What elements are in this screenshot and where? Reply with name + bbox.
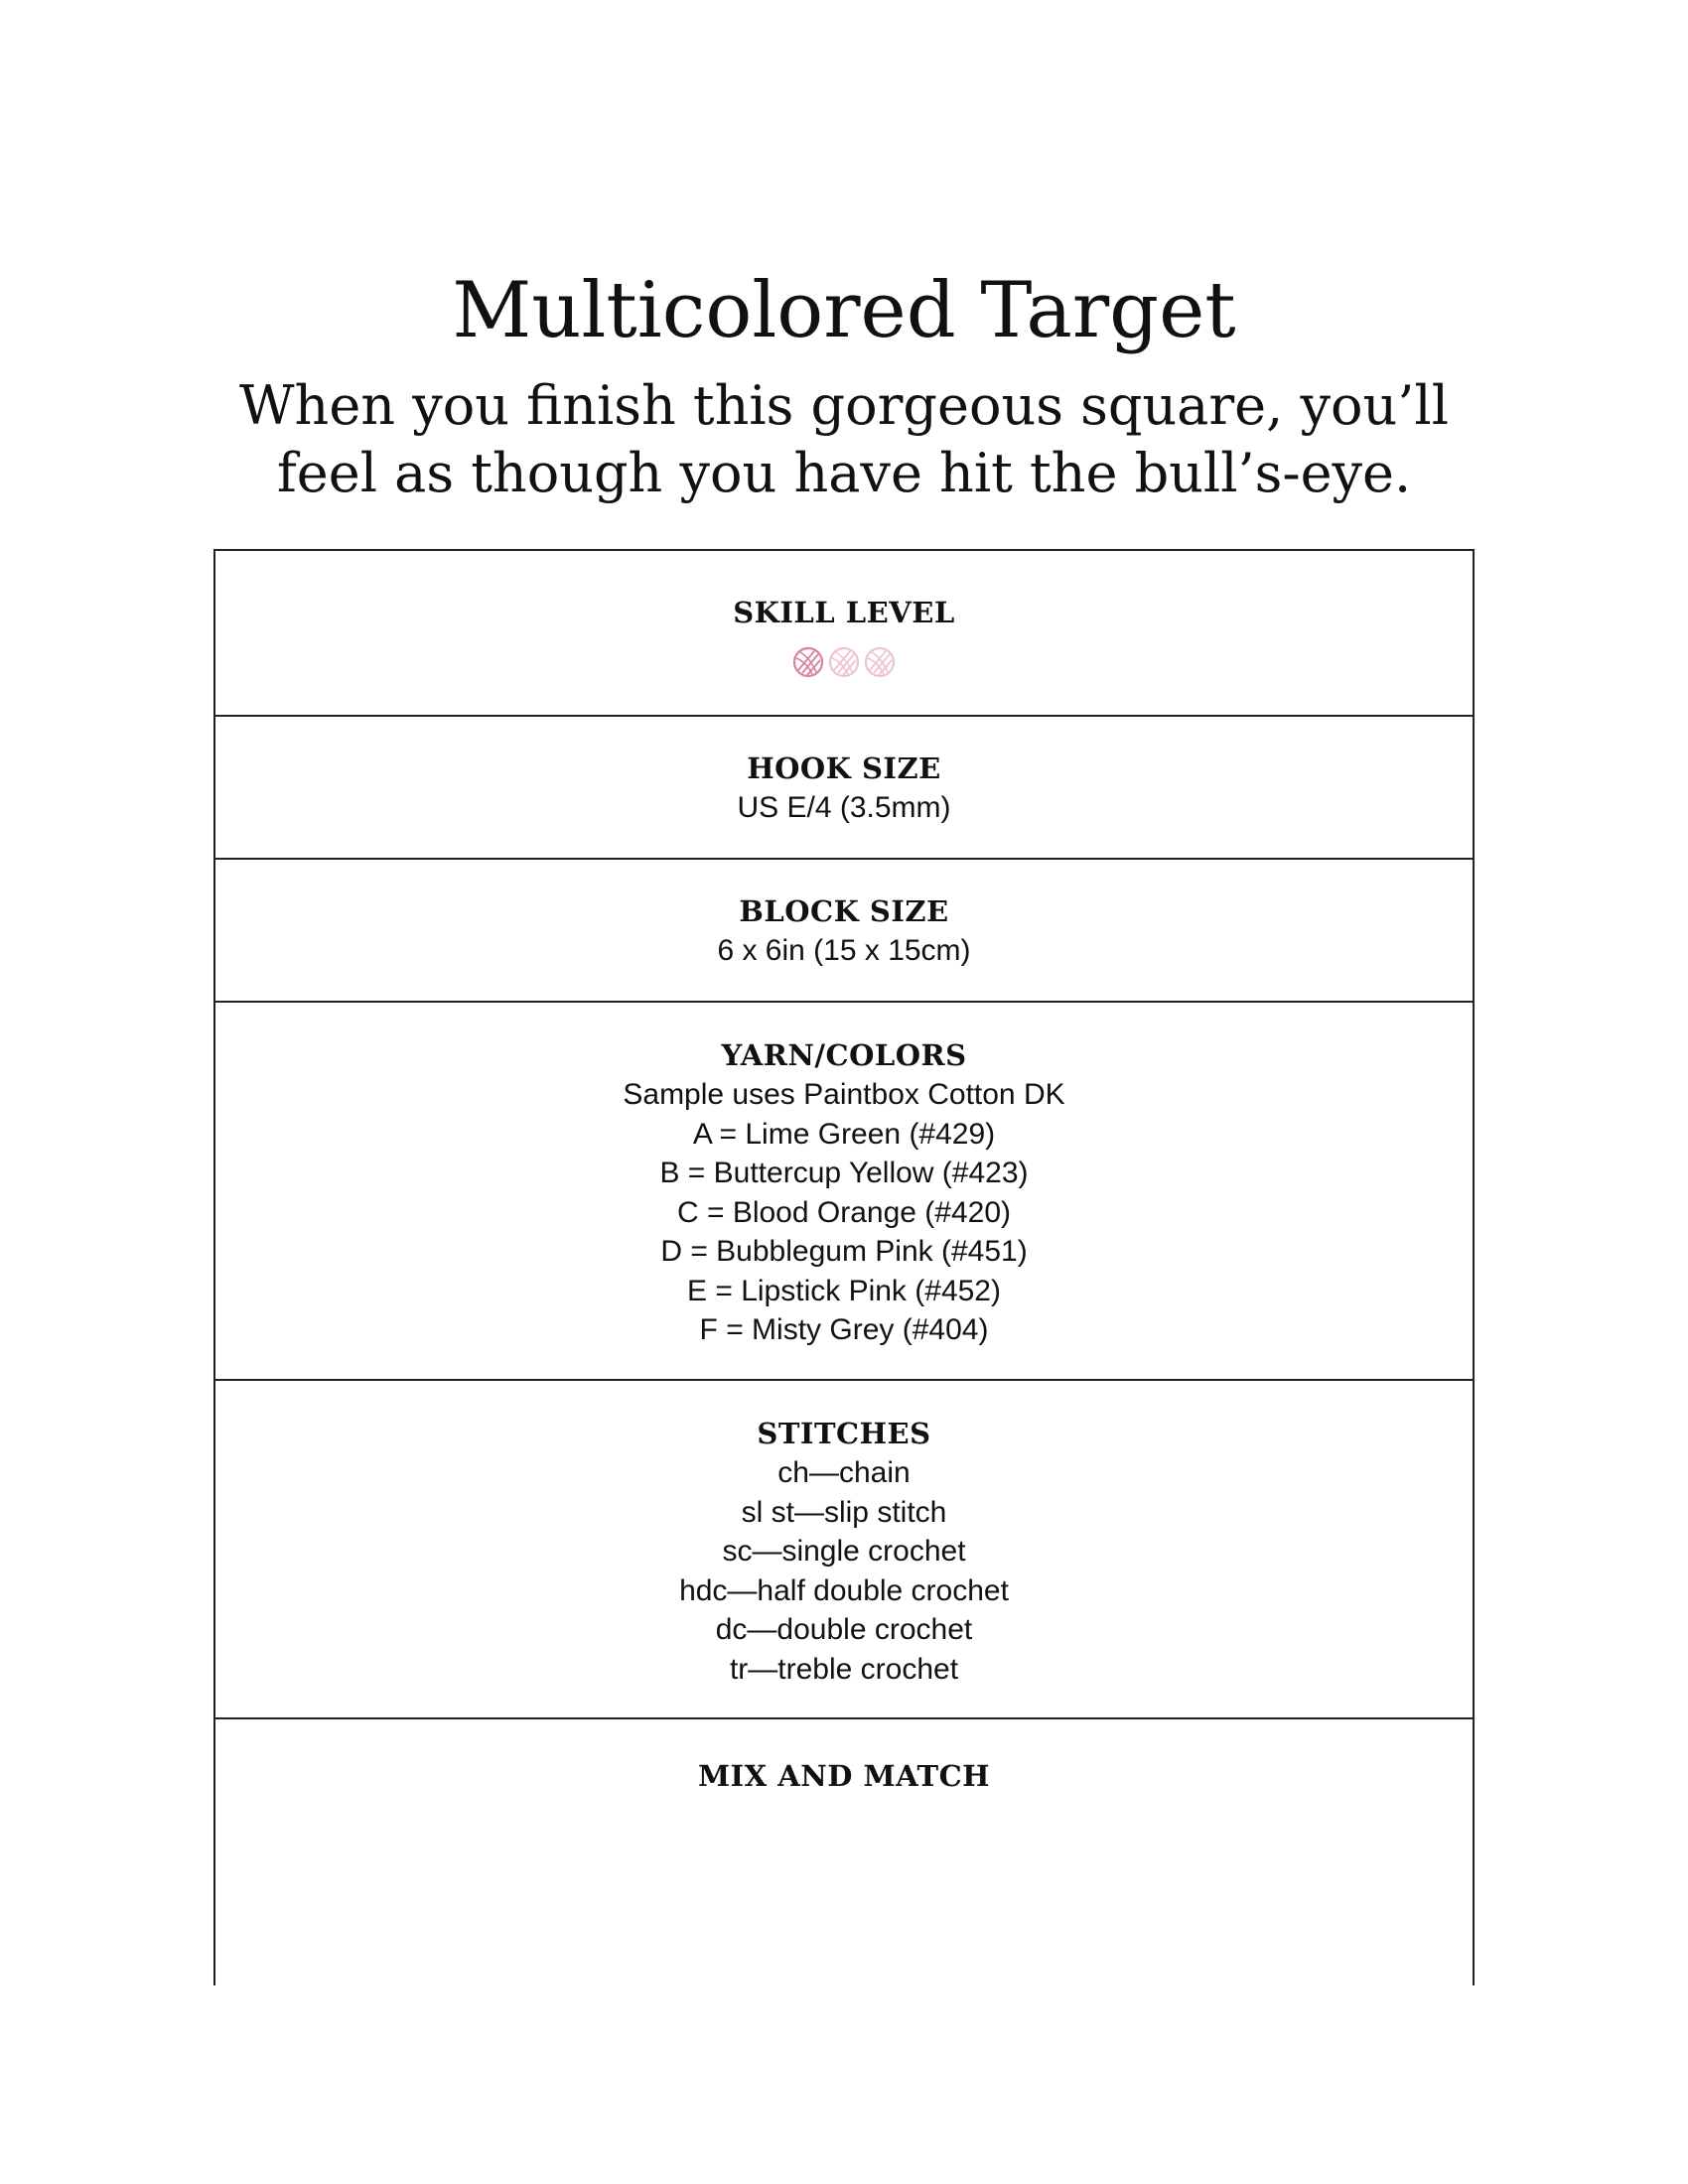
yarn-colors-section: [215, 1003, 1473, 1381]
yarn-ball-icon: [828, 646, 860, 678]
yarn-colors-heading: YARN/COLORS: [721, 1038, 967, 1072]
page-title: Multicolored Target: [452, 266, 1236, 355]
block-size-heading: BLOCK SIZE: [739, 894, 949, 928]
mix-and-match-section: [215, 1719, 1473, 1985]
subtitle-line: feel as though you have hit the bull’s-eye.: [276, 442, 1412, 504]
yarn-line: F = Misty Grey (#404): [699, 1313, 989, 1346]
yarn-line: B = Buttercup Yellow (#423): [659, 1157, 1029, 1189]
yarn-line: E = Lipstick Pink (#452): [687, 1274, 1001, 1307]
stitch-line: tr—treble crochet: [729, 1652, 959, 1686]
yarn-line: A = Lime Green (#429): [692, 1117, 996, 1151]
yarn-line: C = Blood Orange (#420): [676, 1195, 1012, 1229]
hook-size-section: [215, 717, 1473, 860]
skill-level-section: [215, 551, 1473, 717]
page-subtitle: [199, 372, 1489, 507]
yarn-ball-icon: [792, 646, 824, 678]
stitches-heading: STITCHES: [757, 1417, 931, 1450]
stitch-line: sc—single crochet: [722, 1535, 966, 1568]
hook-size-value: US E/4 (3.5mm): [737, 791, 951, 824]
mix-and-match-heading: MIX AND MATCH: [697, 1759, 991, 1793]
yarn-line: D = Bubblegum Pink (#451): [660, 1235, 1028, 1268]
skill-level-heading: SKILL LEVEL: [733, 596, 955, 629]
block-size-value: 6 x 6in (15 x 15cm): [717, 934, 971, 967]
stitch-line: hdc—half double crochet: [679, 1573, 1009, 1607]
stitch-line: sl st—slip stitch: [741, 1495, 947, 1529]
stitch-line: ch—chain: [777, 1456, 911, 1489]
hook-size-heading: HOOK SIZE: [747, 751, 941, 785]
block-size-section: [215, 860, 1473, 1003]
yarn-line: Sample uses Paintbox Cotton DK: [623, 1078, 1065, 1111]
yarn-ball-icon: [864, 646, 896, 678]
stitch-line: dc—double crochet: [715, 1613, 973, 1646]
pattern-info-table: [213, 549, 1475, 1985]
subtitle-line: When you finish this gorgeous square, you’ll: [239, 374, 1449, 437]
skill-level-rating: [215, 646, 1473, 678]
stitches-section: [215, 1381, 1473, 1719]
